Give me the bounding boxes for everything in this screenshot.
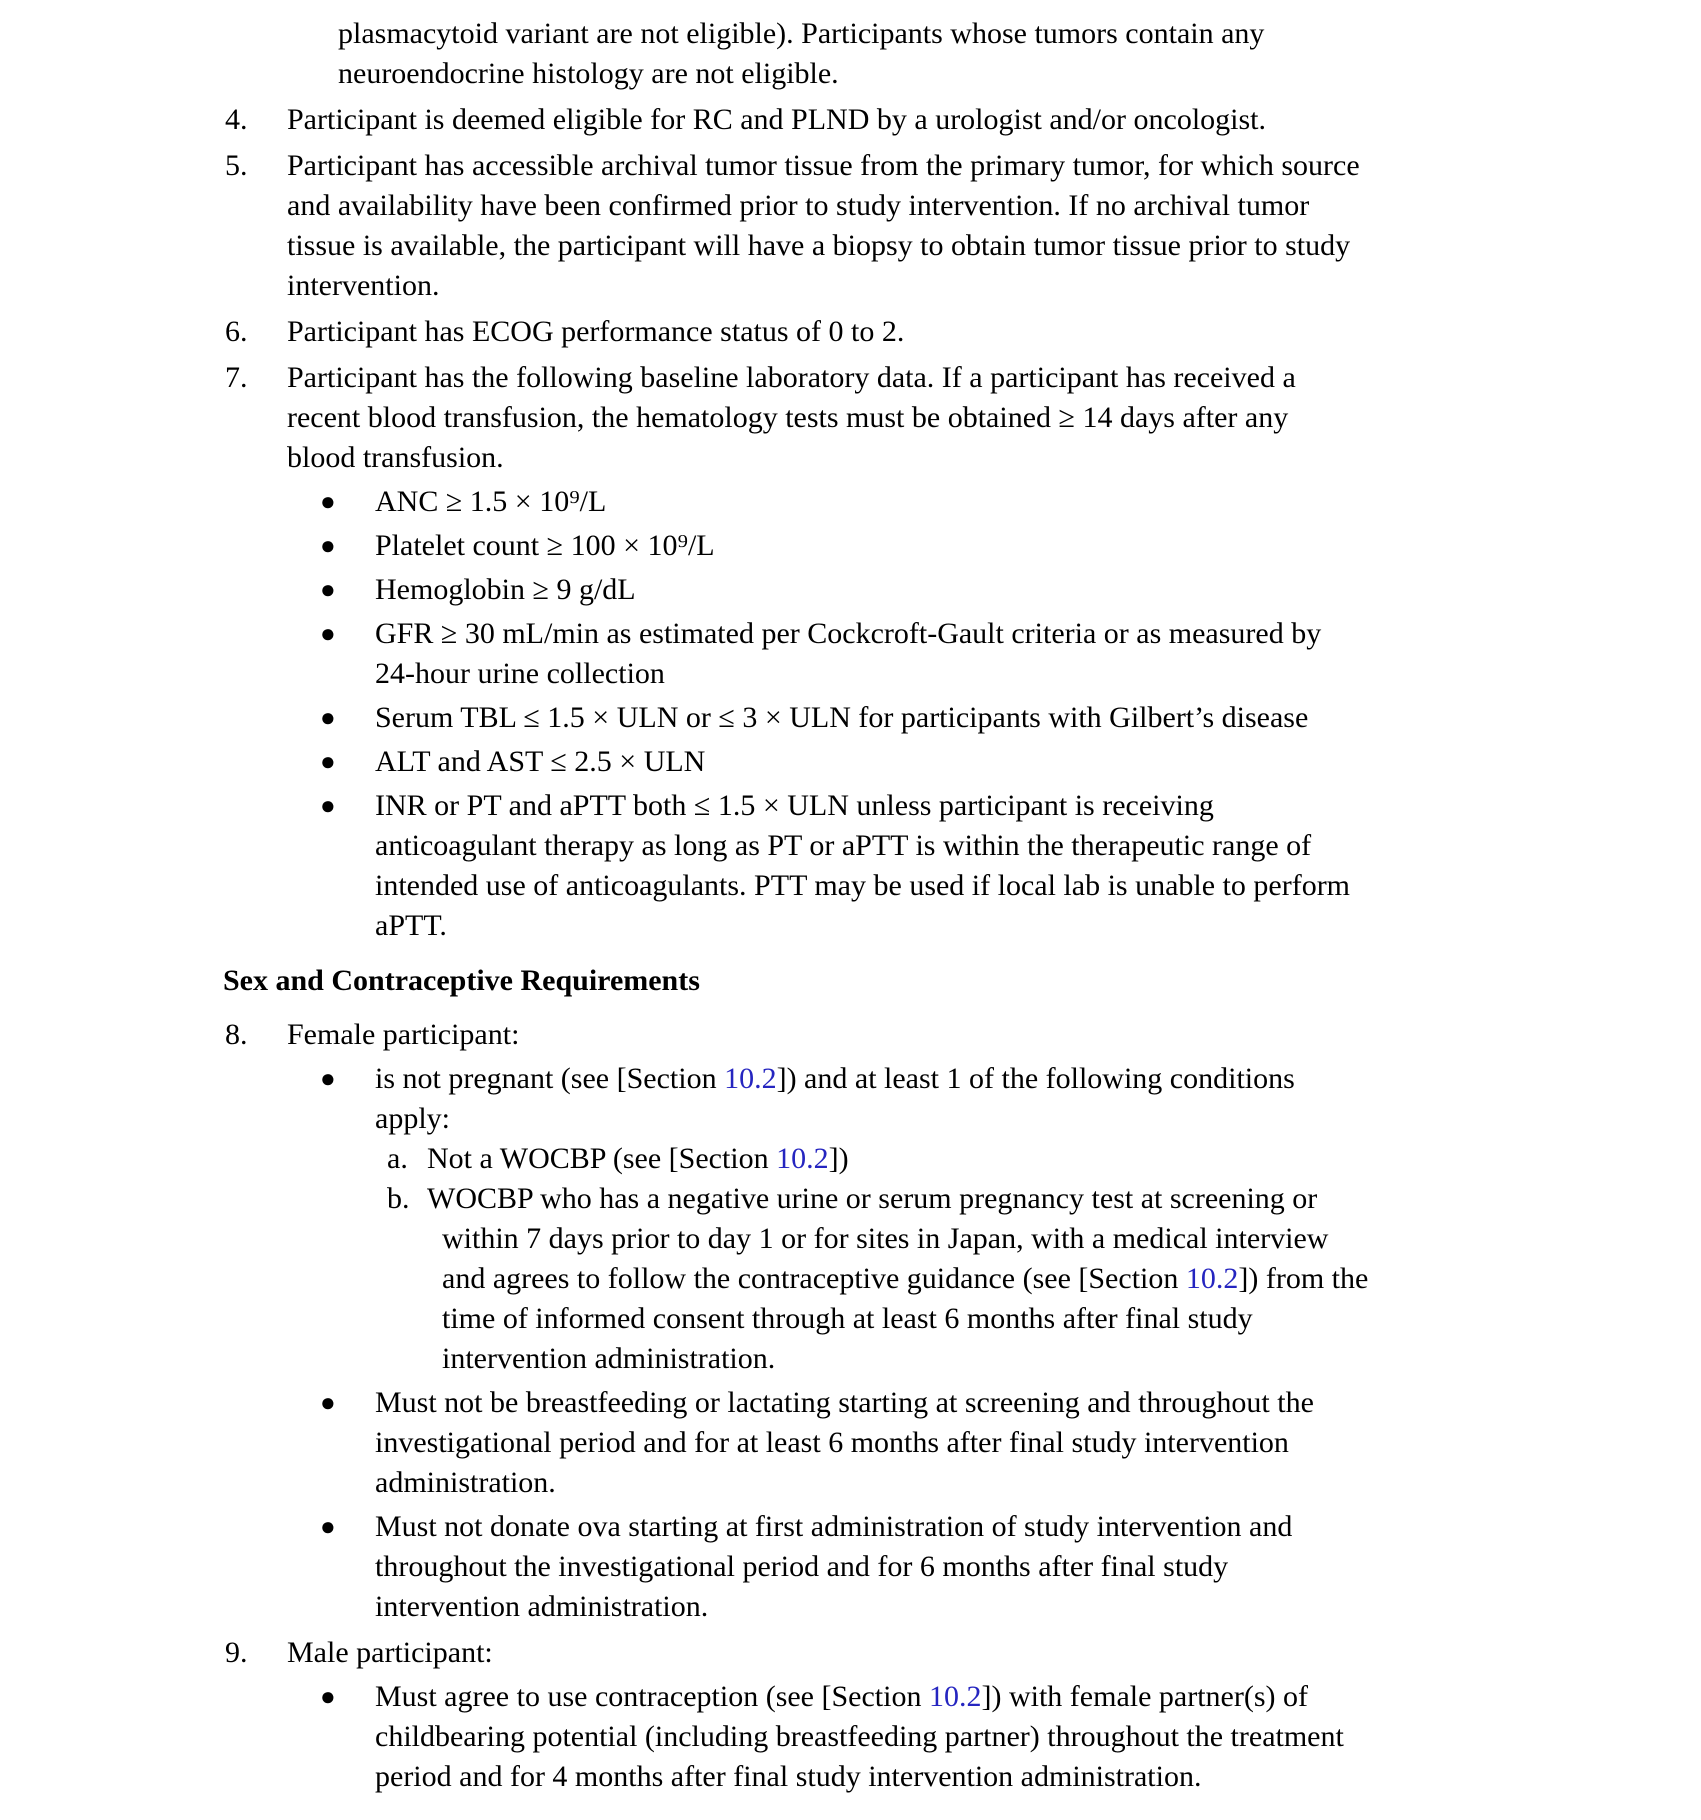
list-marker: b. (387, 1182, 410, 1215)
text-span: recent blood transfusion, the hematology tests must be obtained ≥ 14 days after any (287, 401, 1289, 434)
numbered-list-item (225, 100, 1701, 140)
text-line (287, 266, 1701, 306)
text-span: intervention. (287, 269, 440, 302)
text-line (442, 1299, 1701, 1339)
text-span: ]) (828, 1142, 849, 1175)
text-span: GFR ≥ 30 mL/min as estimated per Cockcroft-Gault criteria or as measured by (375, 617, 1322, 650)
text-block (375, 614, 1701, 694)
text-line (375, 482, 1701, 522)
text-block (287, 312, 1701, 352)
text-block (375, 786, 1701, 946)
bullet-list-item (320, 1677, 1701, 1797)
text-block (375, 1059, 1701, 1139)
text-line (375, 786, 1701, 826)
section-reference-link[interactable]: 10.2 (724, 1062, 777, 1095)
text-span: apply: (375, 1102, 450, 1135)
text-block (375, 742, 1701, 782)
alpha-sublist-item (387, 1139, 1701, 1179)
text-block (375, 698, 1701, 738)
text-line (375, 1059, 1701, 1099)
text-block (375, 1677, 1701, 1797)
text-line (375, 1099, 1701, 1139)
text-span: Must not donate ova starting at first administration of study intervention and (375, 1510, 1293, 1543)
text-line (375, 1757, 1701, 1797)
text-line (375, 654, 1701, 694)
text-span: throughout the investigational period and for 6 months after final study (375, 1550, 1229, 1583)
text-line (287, 1633, 1701, 1673)
text-line (287, 146, 1701, 186)
paragraph-continuation (338, 14, 1701, 94)
text-line (338, 14, 1701, 54)
text-line (287, 358, 1701, 398)
numbered-list-item (225, 146, 1701, 306)
alpha-sublist-item (387, 1179, 1701, 1379)
numbered-list-item (225, 1015, 1701, 1055)
text-block (287, 358, 1701, 478)
text-span: anticoagulant therapy as long as PT or aPTT is within the therapeutic range of (375, 829, 1312, 862)
text-span: ]) and at least 1 of the following conditions (776, 1062, 1295, 1095)
section-reference-link[interactable]: 10.2 (928, 1680, 982, 1713)
numbered-list-item (225, 312, 1701, 352)
list-marker: 8. (225, 1018, 248, 1051)
text-span: neuroendocrine histology are not eligible. (338, 57, 839, 90)
text-span: Participant has ECOG performance status of 0 to 2. (287, 315, 905, 348)
text-line (375, 1383, 1701, 1423)
bullet-list-item (320, 614, 1701, 694)
text-span: administration. (375, 1466, 556, 1499)
text-line (375, 1587, 1701, 1627)
section-heading (223, 961, 1701, 1001)
text-line (287, 100, 1701, 140)
text-span: period and for 4 months after final study intervention administration. (375, 1760, 1202, 1793)
bullet-list-item (320, 698, 1701, 738)
text-line (375, 1507, 1701, 1547)
text-span: plasmacytoid variant are not eligible). Participants whose tumors contain any (338, 17, 1265, 50)
bullet-marker: ● (320, 703, 336, 732)
text-line (375, 614, 1701, 654)
text-line (442, 1219, 1701, 1259)
bullet-marker: ● (320, 791, 336, 820)
numbered-list-item (225, 358, 1701, 478)
text-block (375, 570, 1701, 610)
text-line (287, 312, 1701, 352)
text-span: aPTT. (375, 909, 447, 942)
text-span: investigational period and for at least 6 months after final study intervention (375, 1426, 1289, 1459)
text-span: within 7 days prior to day 1 or for sites in Japan, with a medical interview (442, 1222, 1329, 1255)
bullet-list-item (320, 1059, 1701, 1139)
text-span: time of informed consent through at least 6 months after final study (442, 1302, 1253, 1335)
text-span: Participant is deemed eligible for RC and PLND by a urologist and/or oncologist. (287, 103, 1266, 136)
text-span: WOCBP who has a negative urine or serum pregnancy test at screening or (427, 1182, 1318, 1215)
text-line (375, 1423, 1701, 1463)
text-span: Sex and Contraceptive Requirements (223, 964, 700, 997)
text-block (375, 482, 1701, 522)
text-line (375, 570, 1701, 610)
bullet-marker: ● (320, 1682, 336, 1711)
bullet-list-item (320, 742, 1701, 782)
text-line (375, 742, 1701, 782)
text-span: Not a WOCBP (see [Section (427, 1142, 777, 1175)
list-marker: 6. (225, 315, 248, 348)
bullet-marker: ● (320, 1064, 336, 1093)
bullet-marker: ● (320, 1388, 336, 1417)
text-span: intervention administration. (375, 1590, 709, 1623)
text-block (375, 526, 1701, 566)
text-block (287, 146, 1701, 306)
text-span: Female participant: (287, 1018, 520, 1051)
text-span: 24-hour urine collection (375, 657, 665, 690)
bullet-list-item (320, 482, 1701, 522)
text-span: and agrees to follow the contraceptive guidance (see [Section (442, 1262, 1186, 1295)
text-span: Platelet count ≥ 100 × 10⁹/L (375, 529, 715, 562)
text-span: blood transfusion. (287, 441, 504, 474)
bullet-list-item (320, 786, 1701, 946)
text-block (375, 1507, 1701, 1627)
text-line (338, 54, 1701, 94)
text-span: Must not be breastfeeding or lactating starting at screening and throughout the (375, 1386, 1314, 1419)
list-marker: 4. (225, 103, 248, 136)
bullet-marker: ● (320, 531, 336, 560)
text-line (287, 186, 1701, 226)
text-span: is not pregnant (see [Section (375, 1062, 725, 1095)
text-line (375, 526, 1701, 566)
text-line (375, 1547, 1701, 1587)
text-line (287, 1015, 1701, 1055)
text-line (375, 1717, 1701, 1757)
text-block (287, 1633, 1701, 1673)
text-line (427, 1179, 1701, 1219)
text-span: Hemoglobin ≥ 9 g/dL (375, 573, 636, 606)
text-line (287, 398, 1701, 438)
bullet-marker: ● (320, 1512, 336, 1541)
text-block (427, 1179, 1701, 1379)
bullet-marker: ● (320, 487, 336, 516)
text-line (375, 698, 1701, 738)
bullet-marker: ● (320, 575, 336, 604)
text-span: INR or PT and aPTT both ≤ 1.5 × ULN unless participant is receiving (375, 789, 1214, 822)
bullet-list-item (320, 1507, 1701, 1627)
text-span: and availability have been confirmed prior to study intervention. If no archival tumor (287, 189, 1310, 222)
list-marker: 9. (225, 1636, 248, 1669)
text-line (287, 438, 1701, 478)
list-marker: 5. (225, 149, 248, 182)
text-line (375, 1463, 1701, 1503)
text-line (442, 1259, 1701, 1299)
text-line (375, 906, 1701, 946)
text-span: Participant has the following baseline laboratory data. If a participant has received a (287, 361, 1296, 394)
text-span: Male participant: (287, 1636, 493, 1669)
text-span: ]) with female partner(s) of (981, 1680, 1308, 1713)
text-block (287, 100, 1701, 140)
text-block (287, 1015, 1701, 1055)
text-line (375, 1677, 1701, 1717)
text-span: ALT and AST ≤ 2.5 × ULN (375, 745, 706, 778)
list-marker: 7. (225, 361, 248, 394)
text-block (375, 1383, 1701, 1503)
list-marker: a. (387, 1142, 408, 1175)
text-block (223, 961, 1701, 1001)
text-span: intervention administration. (442, 1342, 776, 1375)
text-span: Must agree to use contraception (see [Section (375, 1680, 929, 1713)
text-span: ]) from the (1238, 1262, 1369, 1295)
text-span: tissue is available, the participant will have a biopsy to obtain tumor tissue prior to study (287, 229, 1351, 262)
text-line (375, 866, 1701, 906)
section-reference-link[interactable]: 10.2 (1185, 1262, 1239, 1295)
text-line (375, 826, 1701, 866)
text-line (442, 1339, 1701, 1379)
text-line (223, 961, 1701, 1001)
text-block (427, 1139, 1701, 1179)
text-span: Participant has accessible archival tumor tissue from the primary tumor, for which source (287, 149, 1360, 182)
bullet-marker: ● (320, 619, 336, 648)
text-span: Serum TBL ≤ 1.5 × ULN or ≤ 3 × ULN for participants with Gilbert’s disease (375, 701, 1309, 734)
bullet-list-item (320, 526, 1701, 566)
section-reference-link[interactable]: 10.2 (776, 1142, 829, 1175)
text-block (338, 14, 1701, 94)
text-span: intended use of anticoagulants. PTT may be used if local lab is unable to perform (375, 869, 1351, 902)
text-line (287, 226, 1701, 266)
bullet-list-item (320, 570, 1701, 610)
bullet-list-item (320, 1383, 1701, 1503)
bullet-marker: ● (320, 747, 336, 776)
numbered-list-item (225, 1633, 1701, 1673)
text-span: childbearing potential (including breastfeeding partner) throughout the treatment (375, 1720, 1344, 1753)
text-span: ANC ≥ 1.5 × 10⁹/L (375, 485, 607, 518)
text-line (427, 1139, 1701, 1179)
